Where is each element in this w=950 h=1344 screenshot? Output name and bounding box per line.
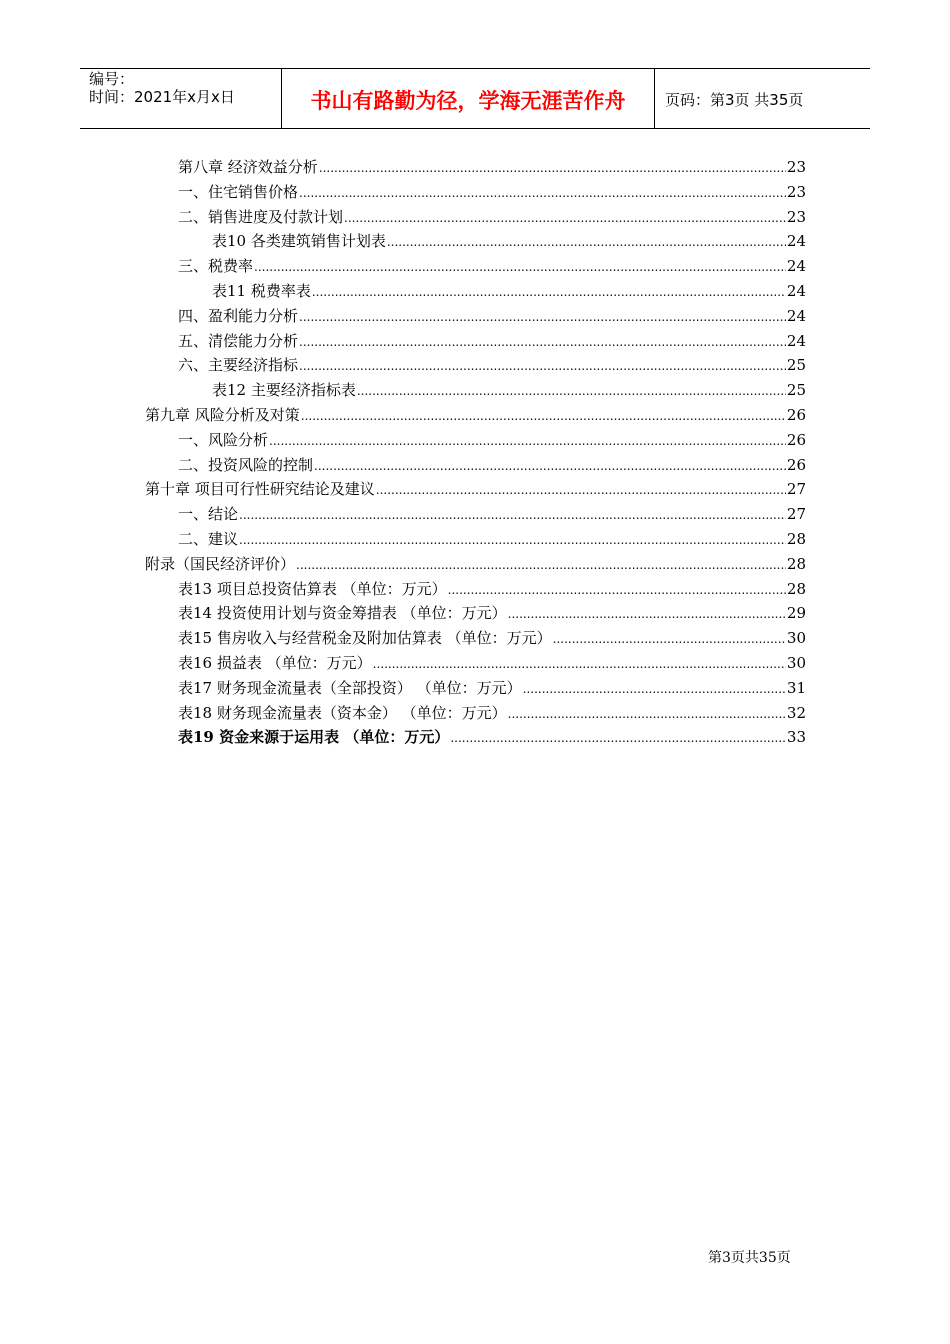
toc-entry-title: 六、主要经济指标 (178, 356, 299, 375)
page-header (80, 68, 870, 129)
table-of-contents (145, 155, 806, 750)
toc-dot-leader (239, 503, 786, 528)
toc-entry-page: 28 (786, 554, 806, 573)
toc-entry[interactable] (145, 353, 806, 378)
toc-entry[interactable] (145, 254, 806, 279)
toc-entry[interactable] (145, 279, 806, 304)
header-page-label: 页码：第3页 共35页 (665, 91, 804, 109)
toc-entry[interactable] (145, 552, 806, 577)
toc-entry[interactable] (145, 403, 806, 428)
toc-entry-page: 23 (786, 207, 806, 226)
toc-dot-leader (301, 404, 786, 429)
toc-entry-title: 附录（国民经济评价） (145, 554, 296, 573)
toc-entry[interactable] (145, 527, 806, 552)
toc-entry-title: 表14 投资使用计划与资金筹措表 （单位：万元） (178, 604, 507, 623)
toc-entry-page: 24 (786, 257, 806, 276)
toc-entry-page: 26 (786, 430, 806, 449)
toc-dot-leader (299, 305, 786, 330)
toc-dot-leader (254, 255, 786, 280)
toc-entry[interactable] (145, 502, 806, 527)
toc-entry-title: 表19 资金来源于运用表 （单位：万元） (178, 728, 450, 747)
toc-entry-title: 二、投资风险的控制 (178, 455, 314, 474)
toc-entry-title: 表18 财务现金流量表（资本金） （单位：万元） (178, 703, 507, 722)
header-info (80, 69, 282, 128)
toc-entry[interactable] (145, 229, 806, 254)
toc-entry-title: 表12 主要经济指标表 (212, 381, 356, 400)
toc-entry[interactable] (145, 477, 806, 502)
toc-entry-title: 表15 售房收入与经营税金及附加估算表 （单位：万元） (178, 629, 552, 648)
toc-entry[interactable] (145, 378, 806, 403)
toc-entry-title: 第九章 风险分析及对策 (145, 405, 300, 424)
toc-entry[interactable] (145, 601, 806, 626)
toc-dot-leader (387, 230, 786, 255)
toc-entry-page: 23 (786, 182, 806, 201)
toc-dot-leader (344, 206, 786, 231)
toc-dot-leader (319, 156, 786, 181)
toc-entry[interactable] (145, 304, 806, 329)
toc-entry-page: 27 (786, 480, 806, 499)
toc-dot-leader (523, 677, 786, 702)
toc-entry-page: 32 (786, 703, 806, 722)
document-time-label: 时间：2021年x月x日 (89, 88, 235, 106)
toc-entry-title: 表10 各类建筑销售计划表 (212, 232, 386, 251)
toc-entry-page: 26 (786, 405, 806, 424)
toc-entry-page: 24 (786, 281, 806, 300)
page-footer: 第3页共35页 (708, 1250, 791, 1266)
toc-entry-page: 25 (786, 381, 806, 400)
toc-dot-leader (239, 528, 786, 553)
toc-dot-leader (508, 702, 786, 727)
toc-dot-leader (553, 627, 786, 652)
toc-entry-page: 24 (786, 331, 806, 350)
toc-entry[interactable] (145, 701, 806, 726)
header-motto: 书山有路勤为径，学海无涯苦作舟 (282, 69, 655, 128)
toc-entry-title: 一、结论 (178, 505, 239, 524)
toc-entry[interactable] (145, 651, 806, 676)
toc-entry[interactable] (145, 725, 806, 750)
toc-dot-leader (450, 726, 786, 751)
toc-dot-leader (314, 454, 786, 479)
toc-entry-title: 表17 财务现金流量表（全部投资） （单位：万元） (178, 678, 522, 697)
toc-entry-title: 第八章 经济效益分析 (178, 158, 318, 176)
toc-entry[interactable] (145, 626, 806, 651)
toc-dot-leader (269, 429, 786, 454)
toc-entry[interactable] (145, 577, 806, 602)
toc-entry-title: 第十章 项目可行性研究结论及建议 (145, 480, 375, 499)
toc-entry-title: 二、销售进度及付款计划 (178, 207, 344, 226)
toc-dot-leader (448, 578, 786, 603)
toc-entry[interactable] (145, 155, 806, 180)
toc-entry[interactable] (145, 453, 806, 478)
toc-entry-title: 表11 税费率表 (212, 281, 311, 300)
toc-entry-page: 23 (786, 158, 806, 176)
toc-entry-page: 33 (786, 728, 806, 747)
toc-entry-page: 31 (786, 678, 806, 697)
toc-entry-page: 28 (786, 579, 806, 598)
toc-dot-leader (299, 330, 786, 355)
toc-entry-page: 30 (786, 653, 806, 672)
toc-dot-leader (299, 181, 786, 206)
toc-entry-page: 24 (786, 306, 806, 325)
toc-entry-title: 二、建议 (178, 529, 239, 548)
document-number-label: 编号： (89, 70, 135, 88)
toc-dot-leader (376, 478, 786, 503)
toc-entry-page: 25 (786, 356, 806, 375)
toc-dot-leader (312, 280, 786, 305)
toc-entry-page: 29 (786, 604, 806, 623)
toc-entry-title: 五、清偿能力分析 (178, 331, 299, 350)
toc-entry-page: 26 (786, 455, 806, 474)
toc-entry[interactable] (145, 205, 806, 230)
toc-entry-page: 24 (786, 232, 806, 251)
toc-entry[interactable] (145, 180, 806, 205)
toc-entry-page: 28 (786, 529, 806, 548)
toc-entry-title: 表13 项目总投资估算表 （单位：万元） (178, 579, 447, 598)
toc-entry[interactable] (145, 676, 806, 701)
toc-dot-leader (296, 553, 786, 578)
toc-entry-title: 一、住宅销售价格 (178, 182, 299, 201)
toc-entry[interactable] (145, 428, 806, 453)
toc-dot-leader (299, 354, 786, 379)
toc-entry-title: 一、风险分析 (178, 430, 269, 449)
toc-entry[interactable] (145, 329, 806, 354)
toc-entry-title: 表16 损益表 （单位：万元） (178, 653, 372, 672)
toc-entry-title: 四、盈利能力分析 (178, 306, 299, 325)
toc-entry-page: 30 (786, 629, 806, 648)
toc-entry-page: 27 (786, 505, 806, 524)
toc-dot-leader (373, 652, 786, 677)
toc-entry-title: 三、税费率 (178, 257, 254, 276)
toc-dot-leader (357, 379, 786, 404)
toc-dot-leader (508, 602, 786, 627)
